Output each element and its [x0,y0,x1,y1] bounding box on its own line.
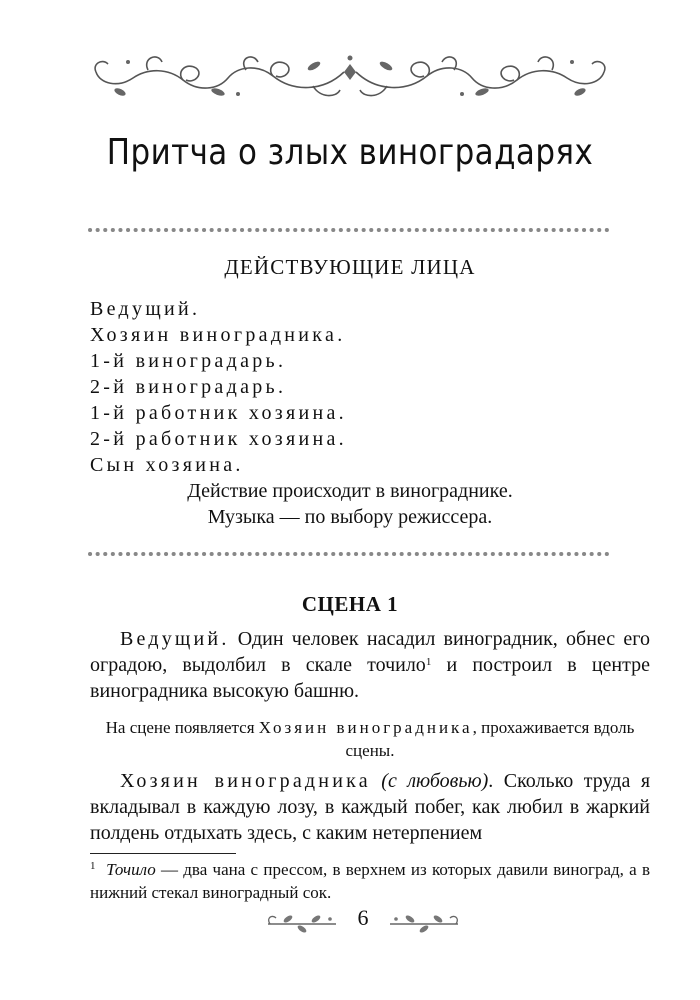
dotted-divider-icon [88,226,610,234]
stage-text: , прохаживается вдоль сцены. [345,718,635,760]
footnote-number: 1 [90,860,96,872]
cast-item: 2-й работник хозяина. [90,428,347,450]
footnote [90,858,650,904]
leaf-sprig-ornament-icon [266,910,340,934]
speaker-name: Хозяин виноградника [120,770,371,792]
floral-vine-ornament-icon [88,48,612,108]
scene-paragraph [90,768,650,846]
cast-item: 2-й виноградарь. [90,376,287,398]
page-number: 6 [357,905,369,930]
speaker-name: Ведущий. [120,628,230,650]
footnote-text: — два чана с прессом, в верхнем из которых давили виноград, а в нижний стекал виноградный сок. [90,860,651,902]
scene-title: СЦЕНА 1 [301,592,399,616]
cast-item: Ведущий. [90,298,201,320]
cast-item: 1-й работник хозяина. [90,402,347,424]
stage-character: Хозяин виноградника [258,718,473,737]
paragraph-text: . Сколько труда я вкладывал в каждую лозу, в каждый побег, как любил в жаркий полдень отдыхать здесь, с каким нетерпением [90,770,651,844]
setting-note: Действие происходит в винограднике. [187,480,513,502]
page-title: Притча о злых виноградарях [106,132,594,173]
stage-direction [90,716,650,762]
stage-remark: (с любовью) [381,770,489,792]
leaf-sprig-ornament-icon [386,910,460,934]
footnote-ref: 1 [425,656,432,668]
scene-paragraph [90,626,650,704]
paragraph-text: Один человек насадил виноградник, обнес его оградою, выдолбил в скале точило [90,628,650,676]
footnote-term: Точило [106,860,156,879]
music-note: Музыка — по выбору режиссера. [207,506,493,528]
footnote-divider [90,853,236,854]
cast-item: Сын хозяина. [90,454,244,476]
cast-list [90,296,347,478]
cast-item: 1-й виноградарь. [90,350,287,372]
cast-heading: ДЕЙСТВУЮЩИЕ ЛИЦА [224,255,476,279]
paragraph-text: и построил в центре виноградника высокую башню. [90,654,650,702]
stage-text: На сцене появляется [105,718,259,737]
dotted-divider-icon [88,550,610,558]
cast-item: Хозяин виноградника. [90,324,346,346]
